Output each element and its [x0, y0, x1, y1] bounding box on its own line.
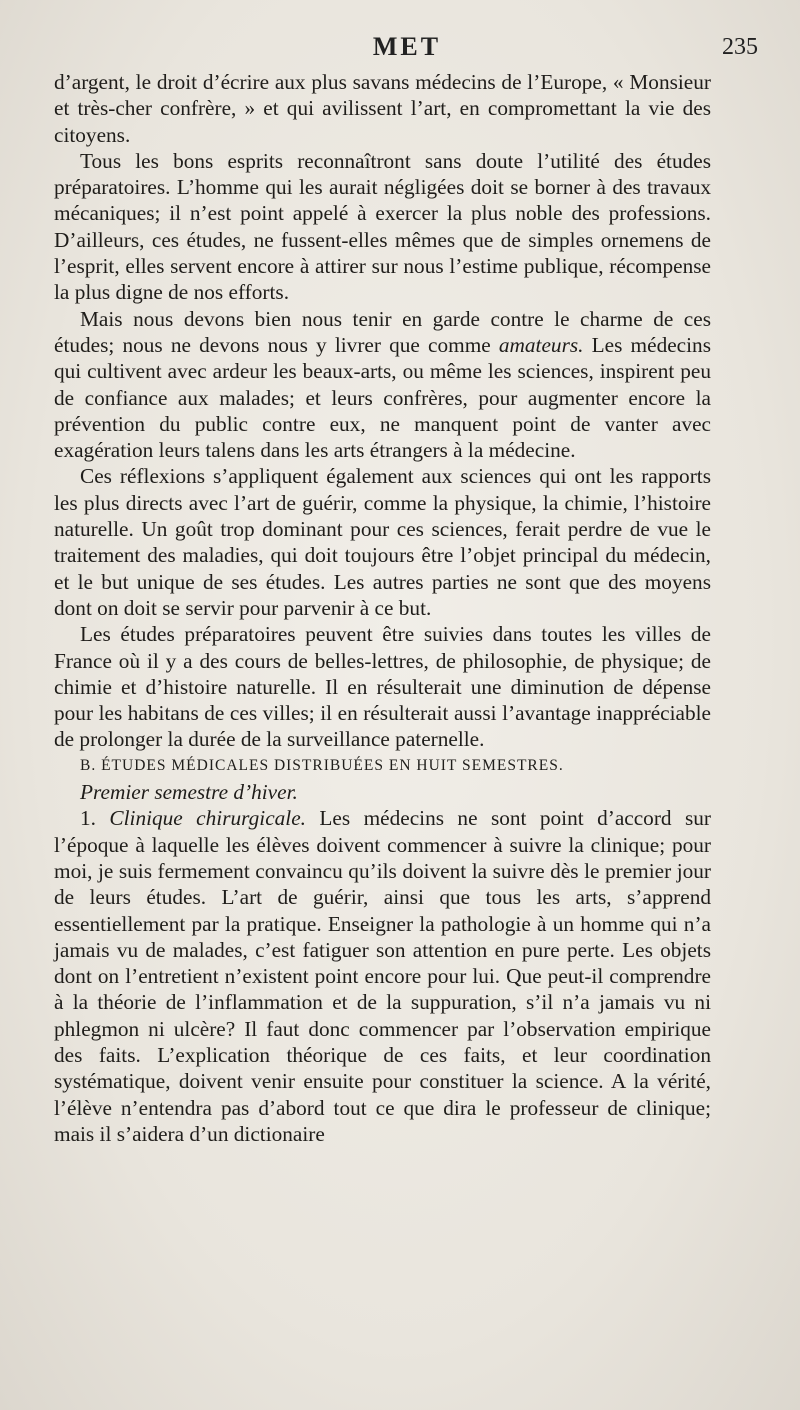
page-number: 235: [722, 34, 758, 60]
running-title: MET: [372, 32, 442, 61]
body-text: [54, 69, 711, 1147]
item-number: 1.: [80, 806, 110, 831]
paragraph-text: Les médecins qui cultivent avec ardeur les beaux-arts, ou même les sciences, inspirent peu de confiance aux malades; et leurs confrères, pour augmenter encore la prévention du public contre eux, ne manquent point de vanter avec exagération leurs talens dans les arts étrangers à la médecine.: [54, 332, 711, 463]
paragraph-sciences: Ces réflexions s’appliquent également aux sciences qui ont les rapports les plus directs avec l’art de guérir, comme la physique, la chimie, l’histoire naturelle. Un goût trop dominant pour ces sciences, ferait perdre de vue le traitement des maladies, qui doit toujours être l’objet principal du médecin, et le but unique de ses études. Les autres parties ne sont que des moyens dont on doit se servir pour parvenir à ce but.: [54, 464, 711, 620]
page-header: [54, 32, 760, 68]
paragraph-cities: Les études préparatoires peuvent être suivies dans toutes les villes de France où il y a des cours de belles-lettres, de philosophie, de physique; de chimie et d’histoire naturelle. Il en résulterait une diminution de dépense pour les habitans de ces villes; il en résulterait aussi l’avantage inappréciable de prolonger la durée de la surveillance paternelle.: [54, 622, 711, 752]
italic-term: Clinique chirurgicale.: [109, 806, 306, 831]
italic-term: amateurs.: [498, 332, 584, 357]
paragraph-continued: d’argent, le droit d’écrire aux plus savans médecins de l’Europe, « Monsieur et très-cher confrère, » et qui avilissent l’art, en compromettant la vie des citoyens.: [54, 70, 711, 147]
paragraph-amateurs: [54, 306, 711, 464]
paragraph-clinique: [54, 805, 711, 1147]
paragraph-text: Mais nous devons bien nous tenir en garde contre le charme de ces études; nous ne devons nous y livrer que comme: [54, 306, 711, 357]
section-heading: B. ÉTUDES MÉDICALES DISTRIBUÉES EN HUIT SEMESTRES.: [80, 756, 564, 774]
paragraph-text: Les médecins ne sont point d’accord sur l’époque à laquelle les élèves doivent commencer à suivre la clinique; pour moi, je suis fermement convaincu qu’ils doivent la suivre dès le premier jour de leurs études. L’art de guérir, ainsi que tous les arts, s’apprend essentiellement par la pratique. Enseigner la pathologie à un homme qui n’a jamais vu de malades, c’est fatiguer son attention en pure perte. Les objets dont on l’entretient n’existent point encore pour lui. Que peut-il comprendre à la théorie de l’inflammation et de la suppuration, s’il n’a jamais vu ni phlegmon ni ulcère? Il faut donc commencer par l’observation empirique des faits. L’explication théorique de ces faits, et leur coordination systématique, doivent venir ensuite pour constituer la science. A la vérité, l’élève n’entendra pas d’abord tout ce que dira le professeur de clinique; mais il s’aidera d’un dictionaire: [54, 806, 712, 1146]
semester-subheading: Premier semestre d’hiver.: [80, 780, 298, 805]
paragraph-preparatory-studies: Tous les bons esprits reconnaîtront sans doute l’utilité des études préparatoires. L’homme qui les aurait négligées doit se borner à des travaux mécaniques; il n’est point appelé à exercer la plus noble des professions. D’ailleurs, ces études, ne fussent-elles mêmes que de simples ornemens de l’esprit, elles servent encore à attirer sur nous l’estime publique, récompense la plus digne de nos efforts.: [54, 148, 711, 305]
